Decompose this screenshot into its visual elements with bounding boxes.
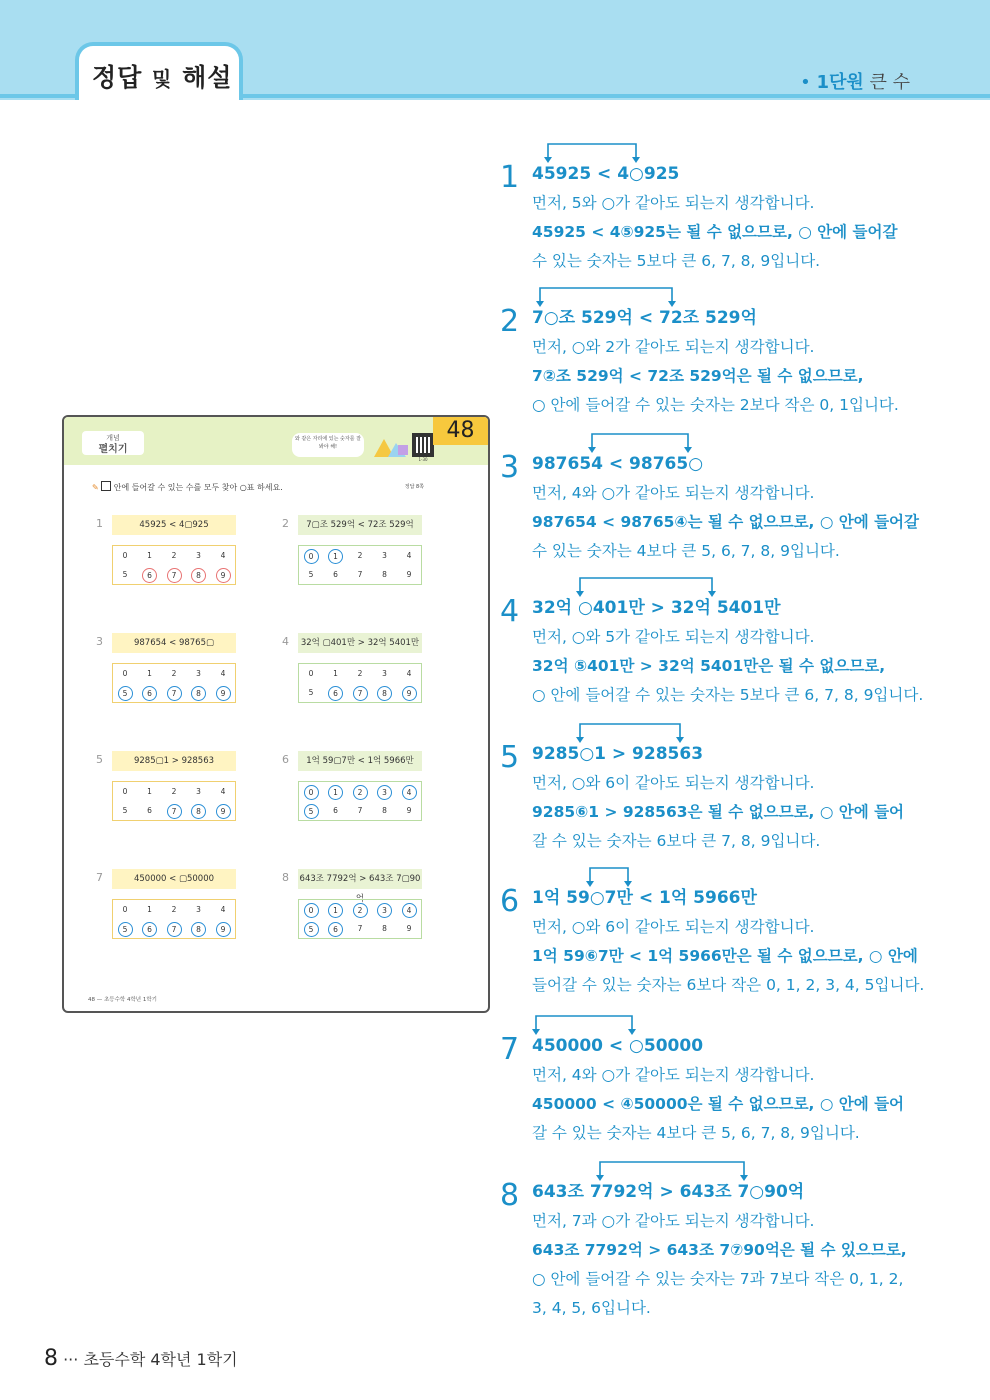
answer-number: 5: [500, 740, 520, 775]
mini-item-expression: 1억 59▢7만 < 1억 5966만: [298, 751, 422, 771]
digit-grid: [298, 663, 422, 703]
answer-expression: 7○조 529억 < 72조 529억: [532, 308, 757, 328]
circled-digit: 6: [328, 686, 343, 701]
comparison-arrow-icon: [500, 720, 940, 750]
circled-digit: 6: [328, 922, 343, 937]
header-title-c: 해설: [182, 63, 233, 92]
pencil-icon: ✎: [92, 483, 99, 492]
answer-body: [532, 884, 932, 1000]
answer-line: 먼저, ○와 2가 같아도 되는지 생각합니다.: [532, 338, 815, 356]
digit-cell: 4: [220, 551, 226, 560]
answer-expression: 45925 < 4○925: [532, 164, 680, 184]
digit-cell: 6: [333, 570, 338, 579]
circled-digit: 9: [216, 922, 231, 937]
mini-footer: 48 — 초등수학 4학년 1학기: [88, 997, 157, 1003]
digit-cell: 8: [382, 806, 387, 815]
box-icon: [101, 481, 111, 491]
mini-item-expression: 643조 7792억 > 643조 7▢90억: [298, 869, 422, 889]
answer-number: 4: [500, 594, 520, 629]
circled-digit: 9: [216, 804, 231, 819]
answer-expression: 32억 ○401만 > 32억 5401만: [532, 598, 781, 618]
digit-cell: 1: [147, 551, 152, 560]
digit-cell: 8: [382, 924, 387, 933]
comparison-arrow-icon: [500, 864, 940, 894]
circled-digit: 3: [377, 785, 392, 800]
comparison-arrow-icon: [500, 574, 940, 604]
answer-body: [532, 594, 932, 710]
answer-line: 갈 수 있는 숫자는 4보다 큰 5, 6, 7, 8, 9입니다.: [532, 1124, 860, 1142]
mini-item-number: 8: [282, 871, 289, 884]
circled-digit: 7: [353, 686, 368, 701]
digit-cell: 6: [147, 806, 152, 815]
answer-body: [532, 1032, 932, 1148]
answer-body: [532, 1178, 932, 1323]
circled-digit: 8: [191, 804, 206, 819]
circled-digit: 2: [353, 785, 368, 800]
answer-line: 450000 < ④50000은 될 수 없으므로, ○ 안에 들어: [532, 1095, 905, 1113]
mini-item-number: 4: [282, 635, 289, 648]
circled-digit: 8: [191, 568, 206, 583]
digit-cell: 3: [382, 551, 387, 560]
circled-digit: 9: [216, 686, 231, 701]
answer-line: 먼저, 4와 ○가 같아도 되는지 생각합니다.: [532, 1066, 815, 1084]
digit-cell: 4: [220, 787, 226, 796]
comparison-arrow-icon: [500, 284, 940, 314]
circled-digit: 7: [167, 804, 182, 819]
answer-expression: 643조 7792억 > 643조 7○90억: [532, 1182, 805, 1202]
answer-line: 먼저, ○와 5가 같아도 되는지 생각합니다.: [532, 628, 815, 646]
digit-cell: 7: [357, 570, 363, 579]
unit-label: [800, 68, 910, 94]
mini-item-number: 3: [96, 635, 103, 648]
answer-line: 45925 < 4⑤925는 될 수 없으므로, ○ 안에 들어갈: [532, 223, 898, 241]
circled-digit: 4: [402, 785, 417, 800]
digit-cell: 8: [382, 570, 387, 579]
mini-item-number: 7: [96, 871, 103, 884]
circled-digit: 1: [328, 785, 343, 800]
answer-line: 들어갈 수 있는 숫자는 6보다 작은 0, 1, 2, 3, 4, 5입니다.: [532, 976, 925, 994]
speech-bubble: 와 같은 자리에 있는 숫자를 잘 봐야 해!: [292, 433, 364, 457]
comparison-arrow-icon: [500, 430, 940, 460]
digit-cell: 3: [196, 551, 201, 560]
answer-expression: 987654 < 98765○: [532, 454, 704, 474]
digit-grid: [112, 663, 236, 703]
header-title-b: 및: [152, 67, 173, 91]
comparison-arrow-icon: [500, 140, 940, 170]
answer-number: 1: [500, 160, 520, 195]
circled-digit: 1: [328, 903, 343, 918]
digit-grid: [298, 545, 422, 585]
mini-page: [62, 415, 490, 1013]
page-footer: [44, 1346, 238, 1371]
circled-digit: 7: [167, 686, 182, 701]
digit-cell: 6: [333, 806, 338, 815]
unit-topic: 큰 수: [869, 72, 910, 93]
digit-cell: 4: [220, 669, 226, 678]
answer-line: ○ 안에 들어갈 수 있는 숫자는 5보다 큰 6, 7, 8, 9입니다.: [532, 686, 924, 704]
mini-item-expression: 7▢조 529억 < 72조 529억: [298, 515, 422, 535]
digit-cell: 2: [357, 551, 363, 560]
circled-digit: 6: [142, 686, 157, 701]
mini-item-expression: 45925 < 4▢925: [112, 515, 236, 535]
digit-cell: 2: [171, 905, 177, 914]
digit-grid: [112, 899, 236, 939]
answer-line: 먼저, ○와 6이 같아도 되는지 생각합니다.: [532, 774, 815, 792]
header-title-a: 정답: [92, 63, 143, 92]
mini-item-number: 5: [96, 753, 103, 766]
mini-item-number: 2: [282, 517, 289, 530]
digit-cell: 9: [406, 570, 412, 579]
answer-expression: 1억 59○7만 < 1억 5966만: [532, 888, 757, 908]
circled-digit: 5: [304, 804, 319, 819]
answer-line: 수 있는 숫자는 5보다 큰 6, 7, 8, 9입니다.: [532, 252, 821, 270]
answer-line: 987654 < 98765④는 될 수 없으므로, ○ 안에 들어갈: [532, 513, 920, 531]
digit-cell: 0: [122, 669, 128, 678]
digit-cell: 0: [122, 787, 128, 796]
digit-cell: 7: [357, 924, 363, 933]
answer-line: 9285⑥1 > 928563은 될 수 없으므로, ○ 안에 들어: [532, 803, 905, 821]
mini-item-number: 1: [96, 517, 103, 530]
footer-dots: ···: [63, 1350, 79, 1369]
answer-line: ○ 안에 들어갈 수 있는 숫자는 2보다 작은 0, 1입니다.: [532, 396, 899, 414]
mini-page-number: 48: [433, 417, 488, 445]
digit-cell: 5: [122, 806, 128, 815]
digit-cell: 0: [308, 669, 314, 678]
character-icon: [370, 435, 410, 459]
answer-line: 3, 4, 5, 6입니다.: [532, 1299, 651, 1317]
answer-line: 갈 수 있는 숫자는 6보다 큰 7, 8, 9입니다.: [532, 832, 821, 850]
circled-digit: 5: [118, 686, 133, 701]
answer-line: 먼저, 4와 ○가 같아도 되는지 생각합니다.: [532, 484, 815, 502]
digit-cell: 1: [147, 905, 152, 914]
concept-label: [82, 431, 144, 455]
circled-digit: 7: [167, 568, 182, 583]
digit-cell: 2: [171, 787, 177, 796]
digit-cell: 9: [406, 806, 412, 815]
circled-digit: 9: [216, 568, 231, 583]
circled-digit: 3: [377, 903, 392, 918]
circled-digit: 7: [167, 922, 182, 937]
digit-cell: 2: [171, 669, 177, 678]
concept-label-a: 개념: [106, 434, 120, 442]
unit-name: 1단원: [816, 72, 864, 93]
digit-grid: [298, 781, 422, 821]
comparison-arrow-icon: [500, 1158, 940, 1188]
digit-cell: 3: [196, 669, 201, 678]
digit-cell: 4: [220, 905, 226, 914]
circled-digit: 2: [353, 903, 368, 918]
digit-cell: 0: [122, 551, 128, 560]
instruction-text: 안에 들어갈 수 있는 수를 모두 찾아 ○표 하세요.: [113, 483, 283, 492]
answer-number: 7: [500, 1032, 520, 1067]
circled-digit: 1: [328, 549, 343, 564]
mini-item-number: 6: [282, 753, 289, 766]
digit-cell: 5: [308, 570, 314, 579]
answer-expression: 450000 < ○50000: [532, 1036, 704, 1056]
digit-grid: [112, 781, 236, 821]
circled-digit: 8: [191, 922, 206, 937]
digit-grid: [298, 899, 422, 939]
answer-number: 6: [500, 884, 520, 919]
circled-digit: 0: [304, 903, 319, 918]
circled-digit: 5: [118, 922, 133, 937]
digit-cell: 2: [357, 669, 363, 678]
digit-cell: 1: [147, 787, 152, 796]
mini-item-expression: 987654 < 98765▢: [112, 633, 236, 653]
digit-cell: 3: [382, 669, 387, 678]
digit-cell: 4: [406, 669, 412, 678]
answer-line: 먼저, 7과 ○가 같아도 되는지 생각합니다.: [532, 1212, 815, 1230]
answer-line: 먼저, 5와 ○가 같아도 되는지 생각합니다.: [532, 194, 815, 212]
circled-digit: 8: [191, 686, 206, 701]
digit-grid: [112, 545, 236, 585]
answer-body: [532, 160, 932, 276]
digit-cell: 5: [122, 570, 128, 579]
answer-ref: 정답 8쪽: [404, 484, 424, 490]
mini-item-expression: 32억 ▢401만 > 32억 5401만: [298, 633, 422, 653]
circled-digit: 9: [402, 686, 417, 701]
answer-number: 3: [500, 450, 520, 485]
circled-digit: 0: [304, 785, 319, 800]
mini-instruction: [92, 481, 283, 493]
answer-line: ○ 안에 들어갈 수 있는 숫자는 7과 7보다 작은 0, 1, 2,: [532, 1270, 904, 1288]
circled-digit: 0: [304, 549, 319, 564]
mini-item-expression: 9285▢1 > 928563: [112, 751, 236, 771]
answer-body: [532, 304, 932, 420]
circled-digit: 6: [142, 922, 157, 937]
answer-expression: 9285○1 > 928563: [532, 744, 704, 764]
digit-cell: 2: [171, 551, 177, 560]
circled-digit: 6: [142, 568, 157, 583]
qr-code-icon: [412, 433, 434, 457]
page-number: 8: [44, 1346, 58, 1371]
digit-cell: 3: [196, 787, 201, 796]
comparison-arrow-icon: [500, 1012, 940, 1042]
answer-line: 수 있는 숫자는 4보다 큰 5, 6, 7, 8, 9입니다.: [532, 542, 840, 560]
answer-line: 먼저, ○와 6이 같아도 되는지 생각합니다.: [532, 918, 815, 936]
digit-cell: 7: [357, 806, 363, 815]
digit-cell: 1: [147, 669, 152, 678]
footer-book: 초등수학 4학년 1학기: [83, 1350, 238, 1369]
concept-label-b: 펼치기: [98, 444, 128, 455]
digit-cell: 0: [122, 905, 128, 914]
digit-cell: 9: [406, 924, 412, 933]
digit-cell: 4: [406, 551, 412, 560]
answer-line: 7②조 529억 < 72조 529억은 될 수 없으므로,: [532, 367, 864, 385]
unit-bullet: •: [800, 72, 811, 93]
circled-digit: 5: [304, 922, 319, 937]
answer-number: 2: [500, 304, 520, 339]
circled-digit: 4: [402, 903, 417, 918]
answer-body: [532, 740, 932, 856]
digit-cell: 5: [308, 688, 314, 697]
answer-number: 8: [500, 1178, 520, 1213]
answer-line: 1억 59⑥7만 < 1억 5966만은 될 수 없으므로, ○ 안에: [532, 947, 918, 965]
answer-line: 32억 ⑤401만 > 32억 5401만은 될 수 없으므로,: [532, 657, 886, 675]
answer-line: 643조 7792억 > 643조 7⑦90억은 될 수 있으므로,: [532, 1241, 907, 1259]
header-title: [92, 58, 232, 94]
mini-item-expression: 450000 < ▢50000: [112, 869, 236, 889]
circled-digit: 8: [377, 686, 392, 701]
digit-cell: 1: [333, 669, 338, 678]
answer-body: [532, 450, 932, 566]
digit-cell: 3: [196, 905, 201, 914]
qr-label: 1-30: [418, 457, 428, 462]
